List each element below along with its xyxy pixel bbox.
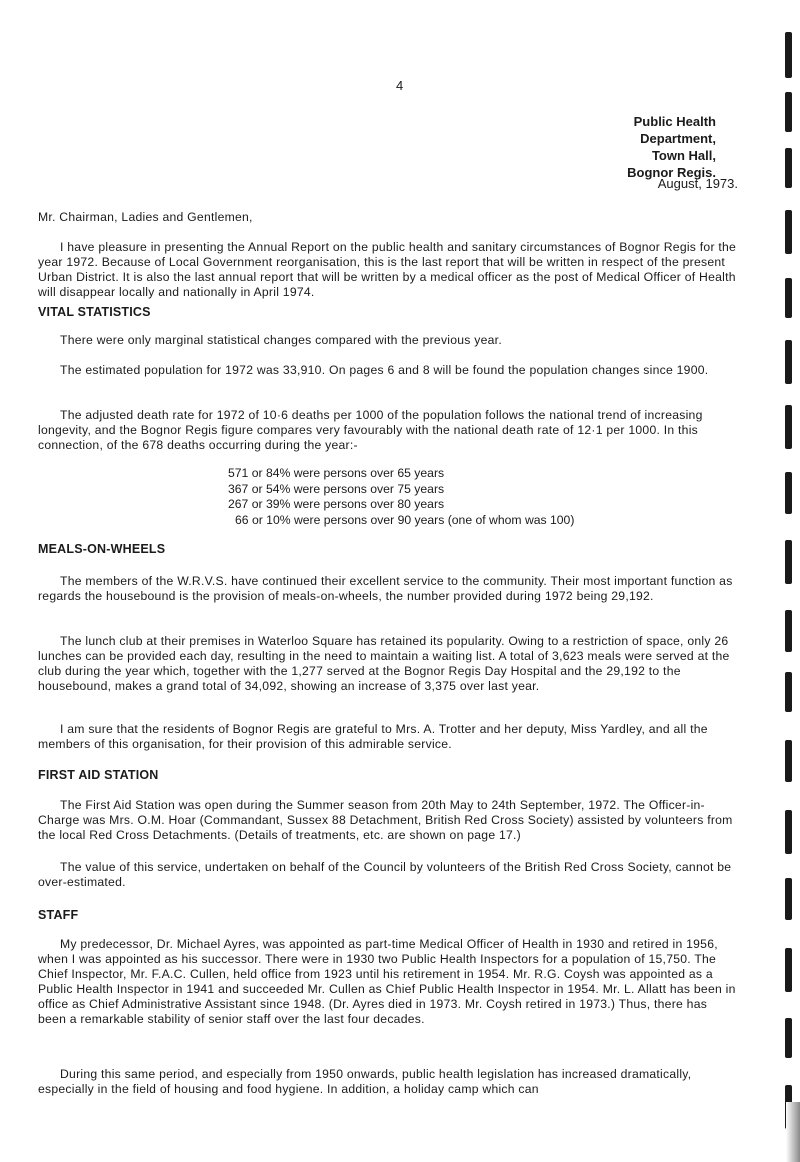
letter-date: August, 1973. [657,176,738,191]
vital-paragraph-1 [38,333,738,348]
binding-mark [785,948,792,992]
page-edge-shadow [786,1102,800,1162]
deaths-breakdown-list [228,466,574,528]
meals-paragraph-2 [38,634,738,694]
deaths-line: 367 or 54% were persons over 75 years [228,481,445,496]
binding-mark [785,540,792,584]
address-line: Town Hall, [651,148,716,163]
first-aid-paragraph-2 [38,860,738,890]
meals-paragraph-1 [38,574,738,604]
binding-mark [785,878,792,920]
address-line: Public Health Department, [633,114,716,146]
binding-mark [785,405,792,449]
paragraph-text: My predecessor, Dr. Michael Ayres, was appointed as part-time Medical Officer of Health in 1930 and retired in 1956, when I was appointed as his successor. There were in 1930 two Public Health Inspectors for a population of 15,750. The Chief Inspector, Mr. F.A.C. Cullen, held office from 1923 until his retirement in 1954. Mr. R.G. Coysh was appointed as a Public Health Inspector in 1941 and succeeded Mr. Cullen as Chief Public Health Inspector in 1954. Mr. L. Allatt has been in office as Chief Administrative Assistant since 1948. (Dr. Ayres died in 1973. Mr. Coysh retired in 1973.) Thus, there has been a remarkable stability of senior staff over the last four decades. [38,937,736,1026]
binding-mark [785,1018,792,1058]
scan-binding-edge [770,0,800,1162]
binding-mark [785,740,792,782]
section-heading-first-aid-station: FIRST AID STATION [38,768,159,782]
paragraph-text: The members of the W.R.V.S. have continued their excellent service to the community. Their most important function as regards the housebound is the provision of meals-on-wheels, the number provided during 1972 being 29,192. [38,574,733,603]
paragraph-text: The adjusted death rate for 1972 of 10·6 deaths per 1000 of the population follows the national trend of increasing longevity, and the Bognor Regis figure compares very favourably with the national death rate of 12·1 per 1000. In this connection, of the 678 deaths occurring during the year:- [38,408,703,452]
binding-mark [785,340,792,384]
binding-mark [785,278,792,318]
binding-mark [785,210,792,254]
section-heading-vital-statistics: VITAL STATISTICS [38,305,151,319]
paragraph-text: There were only marginal statistical changes compared with the previous year. [60,333,502,347]
vital-paragraph-2 [38,363,738,378]
section-heading-meals-on-wheels: MEALS-ON-WHEELS [38,542,166,556]
intro-paragraph [38,240,738,300]
staff-paragraph-1 [38,937,738,1027]
salutation [38,210,738,225]
page-number: 4 [396,78,404,93]
meals-paragraph-3 [38,722,738,752]
staff-paragraph-2 [38,1067,738,1097]
paragraph-text: The value of this service, undertaken on behalf of the Council by volunteers of the British Red Cross Society, cannot be over-estimated. [38,860,732,889]
paragraph-text: The lunch club at their premises in Waterloo Square has retained its popularity. Owing to a restriction of space, only 26 lunches can be provided each day, resulting in the need to maintain a waiting list. A total of 3,623 meals were served at the club during the year which, together with the 1,277 served at the Bognor Regis Day Hospital and the 29,192 to the housebound, makes a grand total of 34,092, showing an increase of 3,375 over last year. [38,634,730,693]
section-heading-staff: STAFF [38,908,79,922]
intro-text: I have pleasure in presenting the Annual Report on the public health and sanitary circumstances of Bognor Regis for the year 1972. Because of Local Government reorganisation, this is the last report that will be written in respect of the present Urban District. It is also the last annual report that will be written by a medical officer as the post of Medical Officer of Health will disappear locally and nationally in April 1974. [38,240,737,299]
deaths-line: 267 or 39% were persons over 80 years [228,497,445,511]
binding-mark [785,810,792,854]
binding-mark [785,32,792,78]
deaths-line: 571 or 84% were persons over 65 years [228,466,445,480]
paragraph-text: During this same period, and especially from 1950 onwards, public health legislation has increased dramatically, especially in the field of housing and food hygiene. In addition, a holiday camp which can [38,1067,692,1096]
vital-paragraph-3 [38,408,738,453]
deaths-line: 66 or 10% were persons over 90 years (one of whom was 100) [235,512,575,527]
first-aid-paragraph-1 [38,798,738,843]
binding-mark [785,148,792,188]
sender-address [570,113,716,181]
binding-mark [785,92,792,132]
binding-mark [785,672,792,712]
address-line: Bognor Regis. [627,165,716,180]
paragraph-text: The estimated population for 1972 was 33,910. On pages 6 and 8 will be found the population changes since 1900. [60,363,709,377]
salutation-text: Mr. Chairman, Ladies and Gentlemen, [38,210,253,224]
binding-mark [785,472,792,514]
paragraph-text: I am sure that the residents of Bognor Regis are grateful to Mrs. A. Trotter and her deputy, Miss Yardley, and all the members of this organisation, for their provision of this admirable service. [38,722,708,751]
paragraph-text: The First Aid Station was open during the Summer season from 20th May to 24th September, 1972. The Officer-in-Charge was Mrs. O.M. Hoar (Commandant, Sussex 88 Detachment, British Red Cross Society) assisted by volunteers from the local Red Cross Detachments. (Details of treatments, etc. are shown on page 17.) [38,798,733,842]
binding-mark [785,610,792,652]
